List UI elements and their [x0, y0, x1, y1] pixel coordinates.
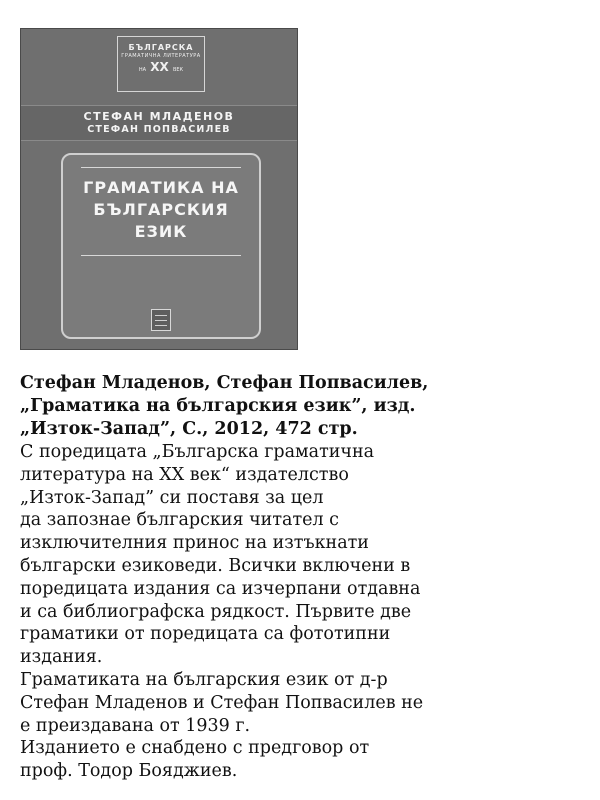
publisher-logo-icon — [151, 309, 171, 331]
cover-author-1: СТЕФАН МЛАДЕНОВ — [83, 110, 235, 123]
citation-line-3: „Изток-Запад”, С., 2012, 472 стр. — [20, 419, 358, 439]
book-description — [20, 372, 560, 783]
body-line: и са библиографска рядкост. Първите две — [20, 601, 412, 622]
series-century-number: XX — [150, 60, 169, 74]
series-century — [118, 60, 204, 77]
series-title: БЪЛГАРСКА — [128, 43, 194, 52]
title-bottom-rule — [81, 255, 241, 256]
cover-authors — [21, 105, 297, 141]
logo-bar — [155, 325, 167, 326]
body-line: изключителния принос на изтъкнати — [20, 533, 369, 554]
cover-author-2: СТЕФАН ПОПВАСИЛЕВ — [87, 124, 231, 135]
body-line: „Изток-Запад” си поставя за цел — [20, 487, 324, 508]
title-top-rule — [81, 167, 241, 168]
body-line: да запознае българския читател с — [20, 510, 339, 531]
body-line: Стефан Младенов и Стефан Попвасилев не — [20, 692, 424, 713]
cover-title-line-1: ГРАМАТИКА НА — [83, 178, 239, 197]
logo-bar — [155, 320, 167, 321]
body-line: проф. Тодор Бояджиев. — [20, 761, 238, 782]
cover-title-line-2: БЪЛГАРСКИЯ — [93, 200, 229, 219]
cover-title-line-3: ЕЗИК — [134, 222, 188, 241]
body-line: С поредицата „Българска граматична — [20, 442, 375, 462]
series-suffix: ВЕК — [172, 67, 184, 73]
series-subtitle: ГРАМАТИЧНА ЛИТЕРАТУРА — [121, 53, 201, 59]
logo-bar — [155, 315, 167, 316]
body-line: е преиздавана от 1939 г. — [20, 715, 251, 736]
book-cover — [20, 28, 298, 350]
body-line: издания. — [20, 647, 103, 668]
series-prefix: НА — [138, 67, 147, 73]
citation-line-1: Стефан Младенов, Стефан Попвасилев, — [20, 373, 429, 393]
series-badge — [117, 36, 205, 92]
body-line: граматики от поредицата са фототипни — [20, 624, 391, 645]
body-line: Изданието е снабдено с предговор от — [20, 738, 370, 759]
cover-title — [63, 177, 259, 243]
body-line: поредицата издания са изчерпани отдавна — [20, 578, 421, 599]
body-line: Граматиката на българския език от д-р — [20, 669, 388, 690]
citation-line-2: „Граматика на българския език”, изд. — [20, 396, 416, 416]
body-line: български езиковеди. Всички включени в — [20, 555, 411, 576]
body-line: литература на XX век“ издателство — [20, 464, 349, 485]
